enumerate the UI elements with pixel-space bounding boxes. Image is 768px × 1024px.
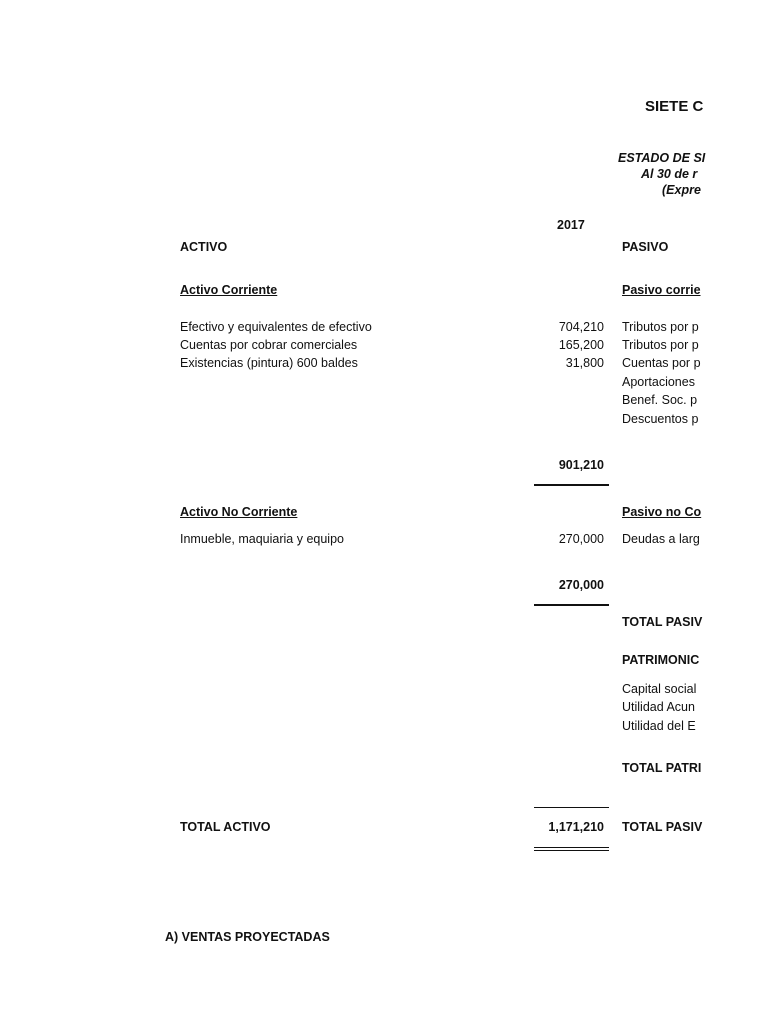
- activo-item-value: 704,210: [558, 320, 604, 334]
- subtotal-rule: [534, 484, 609, 486]
- activo-no-corriente-subtotal: 270,000: [558, 578, 604, 592]
- company-name: SIETE C: [645, 98, 704, 115]
- patrimonio-item-label: Utilidad Acun: [622, 700, 695, 714]
- pasivo-item-label: Aportaciones: [622, 375, 695, 389]
- pasivo-item-label: Descuentos p: [622, 412, 699, 426]
- total-double-rule: [534, 847, 609, 851]
- pasivo-item-label: Tributos por p: [622, 338, 699, 352]
- report-title: ESTADO DE SI: [618, 151, 706, 165]
- activo-item-label: Cuentas por cobrar comerciales: [180, 338, 358, 352]
- pasivo-heading: PASIVO: [622, 240, 669, 254]
- activo-corriente-subtotal: 901,210: [558, 458, 604, 472]
- activo-corriente-title: Activo Corriente: [180, 283, 278, 297]
- activo-item-value: 165,200: [558, 338, 604, 352]
- pasivo-item-label: Deudas a larg: [622, 532, 700, 546]
- total-pasivo-patrimonio-label: TOTAL PASIV: [622, 820, 703, 834]
- pasivo-item-label: Benef. Soc. p: [622, 393, 698, 407]
- activo-item-value: 270,000: [558, 532, 604, 546]
- section-a-title: A) VENTAS PROYECTADAS: [165, 930, 330, 944]
- activo-no-corriente-title: Activo No Corriente: [180, 505, 298, 519]
- total-activo-label: TOTAL ACTIVO: [180, 820, 271, 834]
- report-date: Al 30 de r: [641, 167, 698, 181]
- activo-heading: ACTIVO: [180, 240, 228, 254]
- patrimonio-item-label: Capital social: [622, 682, 697, 696]
- activo-item-label: Inmueble, maquiaria y equipo: [180, 532, 344, 546]
- activo-item-label: Existencias (pintura) 600 baldes: [180, 356, 358, 370]
- total-pasivo-label: TOTAL PASIV: [622, 615, 703, 629]
- report-currency: (Expre: [662, 183, 701, 197]
- total-patrimonio-label: TOTAL PATRI: [622, 761, 702, 775]
- patrimonio-item-label: Utilidad del E: [622, 719, 696, 733]
- total-activo-value: 1,171,210: [548, 820, 604, 834]
- pasivo-no-corriente-title: Pasivo no Co: [622, 505, 702, 519]
- year-header: 2017: [557, 218, 585, 232]
- pasivo-item-label: Tributos por p: [622, 320, 699, 334]
- pasivo-item-label: Cuentas por p: [622, 356, 701, 370]
- pasivo-corriente-title: Pasivo corrie: [622, 283, 701, 297]
- activo-item-value: 31,800: [565, 356, 604, 370]
- activo-item-label: Efectivo y equivalentes de efectivo: [180, 320, 372, 334]
- subtotal-rule: [534, 604, 609, 606]
- patrimonio-heading: PATRIMONIC: [622, 653, 700, 667]
- total-top-rule: [534, 807, 609, 808]
